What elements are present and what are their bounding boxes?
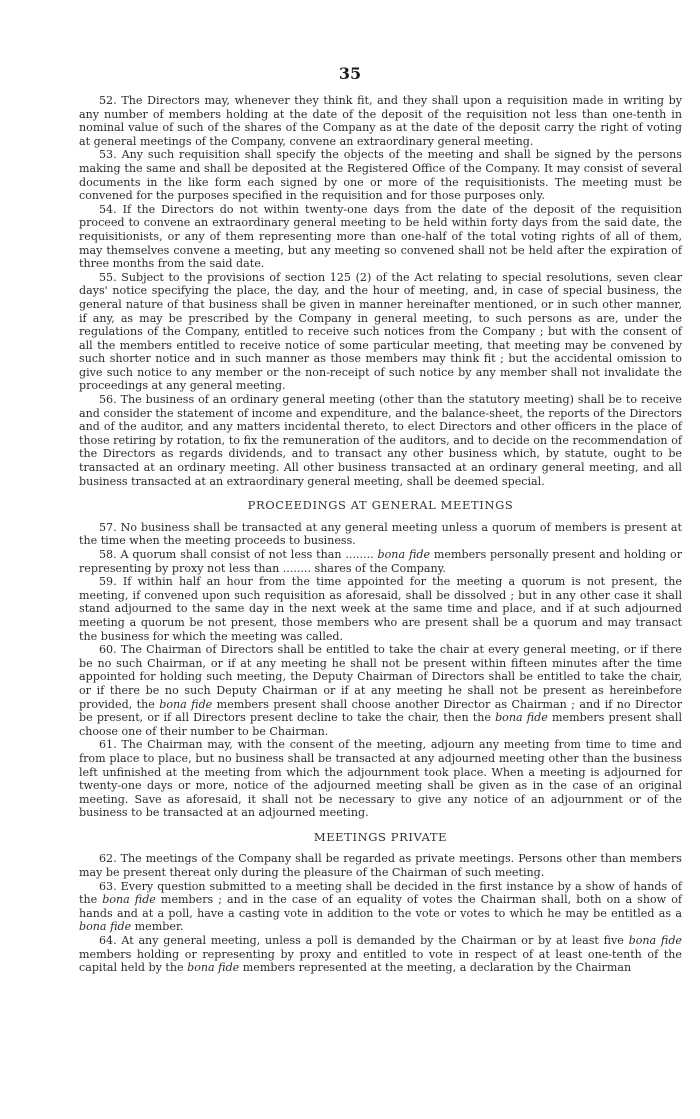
italic-text: bona fide xyxy=(187,961,240,975)
italic-text: bona fide xyxy=(628,934,682,948)
text-run: 64. At any general meeting, unless a poll is demanded by the Chairman or by at least five xyxy=(99,934,629,948)
italic-text: bona fide xyxy=(495,711,548,725)
text-run: 57. No business shall be transacted at any general meeting unless a quorum of members is present at the time when the meeting proceeds to business. xyxy=(79,520,682,548)
text-run: members present shall choose another Director as Chairman ; and if no Director be present, or if all Directors present decline to take the chair, then the xyxy=(79,697,682,725)
article-paragraph xyxy=(79,575,682,643)
text-run: 60. The Chairman of Directors shall be entitled to take the chair at every general meeting, or if there be no such Chairman, or if at any meeting he shall not be present within fifteen minutes after the time appointed for holding such meeting, the Deputy Chairman of Directors shall be entitled to take the chair, or if there be no such Deputy Chairman or if at any meeting he shall not be present as hereinbefore provided, the xyxy=(79,643,682,711)
page-number: 35 xyxy=(338,64,362,83)
italic-text: bona fide xyxy=(79,920,132,934)
section-heading: MEETINGS PRIVATE xyxy=(313,829,448,844)
text-run: 59. If within half an hour from the time appointed for the meeting a quorum is not present, the meeting, if convened upon such requisition as aforesaid, shall be dissolved ; but in any other case it shall stand adjourned to the same day in the next week at the same time and place, and if at such adjourned meeting a quorum be not present, those members who are present shall be a quorum and may transact the business for which the meeting was called. xyxy=(79,575,682,643)
article-paragraph xyxy=(79,852,682,879)
text-run: 52. The Directors may, whenever they think fit, and they shall upon a requisition made in writing by any number of members holding at the date of the deposit of the requisition not less than one-tenth in nominal value of such of the shares of the Company as at the date of the deposit carry the right of voting at general meetings of the Company, convene an extraordinary general meeting. xyxy=(79,94,682,148)
text-run: member. xyxy=(131,920,184,934)
text-run: members ; and in the case of an equality of votes the Chairman shall, both on a show of hands and at a poll, have a casting vote in addition to the vote or votes to which he may be entitled as a xyxy=(79,893,682,920)
article-paragraph xyxy=(79,94,682,148)
article-paragraph xyxy=(79,521,682,548)
article-paragraph xyxy=(79,393,682,488)
italic-text: bona fide xyxy=(159,697,213,711)
article-paragraph xyxy=(79,643,682,738)
text-run: 53. Any such requisition shall specify the objects of the meeting and shall be signed by the persons making the same and shall be deposited at the Registered Office of the Company. It may consist of several documents in the like form each signed by one or more of the requisitionists. The meeting must be convened for the purposes specified in the requisition and for those purposes only. xyxy=(79,148,682,203)
text-run: members represented at the meeting, a declaration by the Chairman xyxy=(239,961,632,975)
article-paragraph xyxy=(79,203,682,271)
text-run: 54. If the Directors do not within twenty-one days from the date of the deposit of the requisition proceed to convene an extraordinary general meeting to be held within forty days from the said date, the requisitionists, or any of them representing more than one-half of the total voting rights of all of them, may themselves convene a meeting, but any meeting so convened shall not be held after the expiration of three months from the said date. xyxy=(79,202,682,271)
text-run: 63. Every question submitted to a meeting shall be decided in the first instance by a show of hands of the xyxy=(79,879,682,907)
italic-text: bona fide xyxy=(102,893,156,907)
article-paragraph xyxy=(79,880,682,934)
article-paragraph xyxy=(79,271,682,393)
article-paragraph xyxy=(79,148,682,202)
text-run: members personally present and holding or representing by proxy not less than ........ shares of the Company. xyxy=(79,548,682,575)
text-run: 55. Subject to the provisions of section 125 (2) of the Act relating to special resolutions, seven clear days' notice specifying the place, the day, and the hour of meeting, and, in case of special business, the general nature of that business shall be given in manner hereinafter mentioned, or in such other manner, if any, as may be prescribed by the Company in general meeting, to such persons as are, under the regulations of the Company, entitled to receive such notices from the Company ; but with the consent of all the members entitled to receive notice of some particular meeting, that meeting may be convened by such shorter notice and in such manner as those members may think fit ; but the accidental omission to give such notice to any member or the non-receipt of such notice by any member shall not invalidate the proceedings at any general meeting. xyxy=(79,270,682,393)
document-body xyxy=(79,94,682,975)
article-paragraph xyxy=(79,934,682,975)
text-run: members holding or representing by proxy and entitled to vote in respect of at least one-tenth of the capital held by the xyxy=(79,947,682,975)
text-run: 58. A quorum shall consist of not less than ........ xyxy=(99,548,378,561)
text-run: members present shall choose one of their number to be Chairman. xyxy=(79,711,682,738)
article-paragraph xyxy=(79,548,682,575)
text-run: 61. The Chairman may, with the consent of the meeting, adjourn any meeting from time to time and from place to place, but no business shall be transacted at any adjourned meeting other than the business left unfinished at the meeting from which the adjournment took place. When a meeting is adjourned for twenty-one days or more, notice of the adjourned meeting shall be given as in the case of an original meeting. Save as aforesaid, it shall not be necessary to give any notice of an adjournment or of the business to be transacted at an adjourned meeting. xyxy=(79,738,682,820)
article-paragraph xyxy=(79,738,682,820)
text-run: 56. The business of an ordinary general meeting (other than the statutory meeting) shall be to receive and consider the statement of income and expenditure, and the balance-sheet, the reports of the Directors and of the auditor, and any matters incidental thereto, to elect Directors and other officers in the place of those retiring by rotation, to fix the remuneration of the auditors, and to decide on the recommendation of the Directors as regards dividends, and to transact any other business which, by statute, ought to be transacted at an ordinary meeting. All other business transacted at an ordinary general meeting, and all business transacted at an extraordinary general meeting, shall be deemed special. xyxy=(79,393,682,488)
text-run: 62. The meetings of the Company shall be regarded as private meetings. Persons other than members may be present thereat only during the pleasure of the Chairman of such meeting. xyxy=(79,852,682,880)
section-heading: PROCEEDINGS AT GENERAL MEETINGS xyxy=(247,498,514,513)
italic-text: bona fide xyxy=(377,548,431,561)
